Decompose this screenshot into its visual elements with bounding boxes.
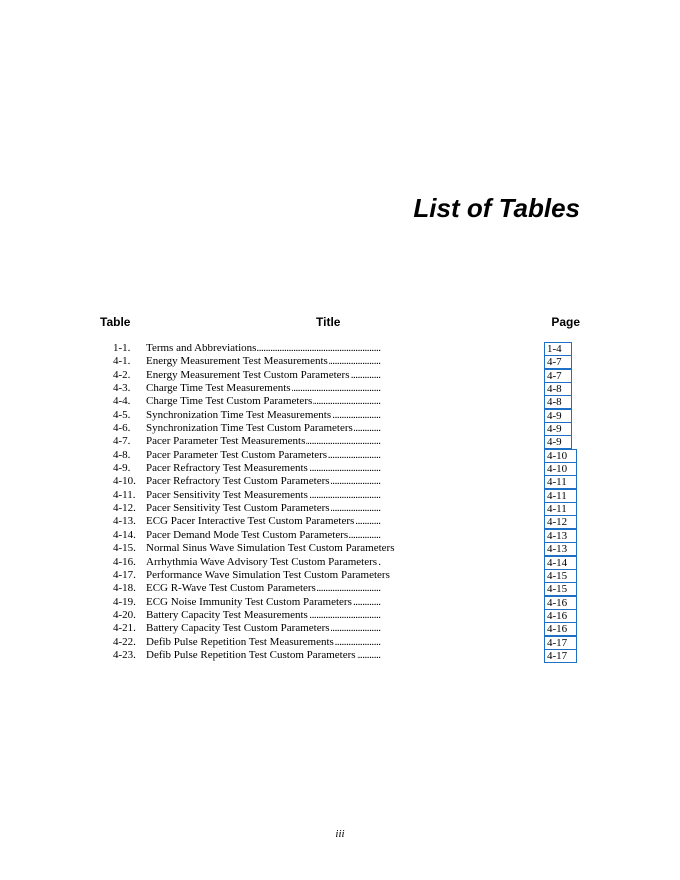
- page-link[interactable]: 4-15: [544, 569, 577, 583]
- table-number: 4-15.: [113, 542, 136, 555]
- list-item: [100, 502, 580, 515]
- table-title-text: Pacer Sensitivity Test Measurements: [146, 488, 308, 501]
- table-number: 4-9.: [113, 462, 131, 475]
- table-title: [146, 489, 540, 502]
- page-link[interactable]: 4-17: [544, 649, 577, 663]
- table-title: [146, 342, 540, 355]
- table-title: [146, 422, 540, 435]
- table-number: 4-12.: [113, 502, 136, 515]
- list-item: [100, 636, 580, 649]
- column-header-page: Page: [551, 315, 580, 329]
- list-item: [100, 556, 580, 569]
- page-link[interactable]: 4-13: [544, 529, 577, 543]
- table-title-text: Energy Measurement Test Custom Parameters: [146, 368, 350, 381]
- table-number: 4-22.: [113, 635, 136, 648]
- table-title-text: Energy Measurement Test Measurements: [146, 355, 328, 368]
- list-item: [100, 609, 580, 622]
- list-item: [100, 582, 580, 595]
- page-title: List of Tables: [413, 193, 580, 223]
- table-title-text: Pacer Refractory Test Custom Parameters: [146, 475, 330, 488]
- table-title-text: Battery Capacity Test Custom Parameters: [146, 622, 330, 635]
- list-item: [100, 515, 580, 528]
- table-title: [146, 649, 540, 662]
- table-title-text: ECG Pacer Interactive Test Custom Parameters: [146, 515, 355, 528]
- table-title-text: Synchronization Time Test Measurements: [146, 408, 332, 421]
- table-number: 4-19.: [113, 595, 136, 608]
- table-number: 4-21.: [113, 622, 136, 635]
- table-title: [146, 542, 540, 555]
- page-link[interactable]: 4-9: [544, 422, 572, 436]
- page-link[interactable]: 4-13: [544, 542, 577, 556]
- list-item: [100, 569, 580, 582]
- column-header-table: Table: [100, 315, 131, 329]
- table-number: 4-11.: [113, 488, 136, 501]
- table-title-text: Pacer Parameter Test Measurements: [146, 435, 306, 448]
- table-title: [146, 556, 540, 569]
- list-item: [100, 435, 580, 448]
- table-number: 4-2.: [113, 368, 131, 381]
- table-title: [146, 569, 540, 582]
- table-title-text: Terms and Abbreviations: [146, 342, 257, 354]
- table-number: 4-13.: [113, 515, 136, 528]
- table-title: [146, 502, 540, 515]
- table-title: [146, 382, 540, 395]
- table-number: 4-8.: [113, 448, 131, 461]
- list-item: [100, 355, 580, 368]
- table-number: 4-1.: [113, 355, 131, 368]
- page-link[interactable]: 1-4: [544, 342, 572, 356]
- page-link[interactable]: 4-16: [544, 596, 577, 610]
- table-title-text: Defib Pulse Repetition Test Measurements: [146, 635, 334, 648]
- table-title: [146, 636, 540, 649]
- table-number: 4-5.: [113, 408, 131, 421]
- table-number: 4-20.: [113, 608, 136, 621]
- table-title: [146, 609, 540, 622]
- table-number: 4-23.: [113, 648, 136, 661]
- table-title: [146, 409, 540, 422]
- table-title-text: Charge Time Test Measurements: [146, 382, 291, 395]
- table-number: 4-16.: [113, 555, 136, 568]
- list-item: [100, 649, 580, 662]
- table-title: [146, 369, 540, 382]
- table-number: 4-3.: [113, 382, 131, 395]
- page-link[interactable]: 4-15: [544, 582, 577, 596]
- table-number: 4-14.: [113, 528, 136, 541]
- table-number: 4-17.: [113, 568, 136, 581]
- table-title-text: Battery Capacity Test Measurements: [146, 608, 308, 621]
- list-item: [100, 596, 580, 609]
- list-item: [100, 409, 580, 422]
- page-link[interactable]: 4-7: [544, 369, 572, 383]
- page-link[interactable]: 4-9: [544, 409, 572, 423]
- table-title: [146, 596, 540, 609]
- list-item: [100, 622, 580, 635]
- table-number: 4-6.: [113, 422, 131, 435]
- table-number: 4-18.: [113, 582, 136, 595]
- list-item: [100, 489, 580, 502]
- list-item: [100, 529, 580, 542]
- column-header-title: Title: [316, 315, 341, 329]
- page-link[interactable]: 4-11: [544, 475, 577, 489]
- list-item: [100, 382, 580, 395]
- table-title-text: Pacer Parameter Test Custom Parameters: [146, 448, 328, 461]
- page-link[interactable]: 4-17: [544, 636, 577, 650]
- table-title: [146, 355, 540, 368]
- page-link[interactable]: 4-12: [544, 515, 577, 529]
- list-item: [100, 422, 580, 435]
- page-link[interactable]: 4-10: [544, 449, 577, 463]
- list-item: [100, 395, 580, 408]
- page-link[interactable]: 4-14: [544, 556, 577, 570]
- table-number: 4-10.: [113, 475, 136, 488]
- table-title-text: Charge Time Test Custom Parameters: [146, 395, 313, 408]
- page-link[interactable]: 4-16: [544, 609, 577, 623]
- table-list: [100, 342, 580, 662]
- table-title-text: Arrhythmia Wave Advisory Test Custom Parameters: [146, 555, 378, 568]
- table-title-text: ECG R-Wave Test Custom Parameters: [146, 582, 316, 595]
- page-link[interactable]: 4-11: [544, 502, 577, 516]
- list-item: [100, 475, 580, 488]
- table-title: [146, 582, 540, 595]
- list-item: [100, 342, 580, 355]
- page-link[interactable]: 4-16: [544, 622, 577, 636]
- table-title-text: ECG Noise Immunity Test Custom Parameters: [146, 595, 352, 608]
- page-number: iii: [335, 828, 345, 840]
- table-title: [146, 622, 540, 635]
- list-item: [100, 369, 580, 382]
- list-item: [100, 462, 580, 475]
- list-item: [100, 449, 580, 462]
- page-link[interactable]: 4-11: [544, 489, 577, 503]
- table-title-text: Defib Pulse Repetition Test Custom Parameters: [146, 648, 356, 661]
- table-title-text: Pacer Demand Mode Test Custom Parameters: [146, 528, 349, 541]
- table-title-text: Performance Wave Simulation Test Custom Parameters: [146, 568, 390, 581]
- table-number: 4-7.: [113, 435, 131, 448]
- list-item: [100, 542, 580, 555]
- table-title: [146, 462, 540, 475]
- table-title-text: Pacer Refractory Test Measurements: [146, 462, 308, 475]
- page-link[interactable]: 4-10: [544, 462, 577, 476]
- table-title: [146, 475, 540, 488]
- table-number: 4-4.: [113, 395, 131, 408]
- table-title-text: Pacer Sensitivity Test Custom Parameters: [146, 502, 330, 515]
- page-link[interactable]: 4-8: [544, 395, 572, 409]
- page-link[interactable]: 4-9: [544, 435, 572, 449]
- table-number: 1-1.: [113, 342, 131, 354]
- table-title: [146, 515, 540, 528]
- table-title: [146, 395, 540, 408]
- page-link[interactable]: 4-7: [544, 355, 572, 369]
- table-title: [146, 529, 540, 542]
- table-title: [146, 449, 540, 462]
- table-title: [146, 435, 540, 448]
- page-link[interactable]: 4-8: [544, 382, 572, 396]
- table-title-text: Synchronization Time Test Custom Parameters: [146, 422, 353, 435]
- table-title-text: Normal Sinus Wave Simulation Test Custom Parameters: [146, 542, 395, 555]
